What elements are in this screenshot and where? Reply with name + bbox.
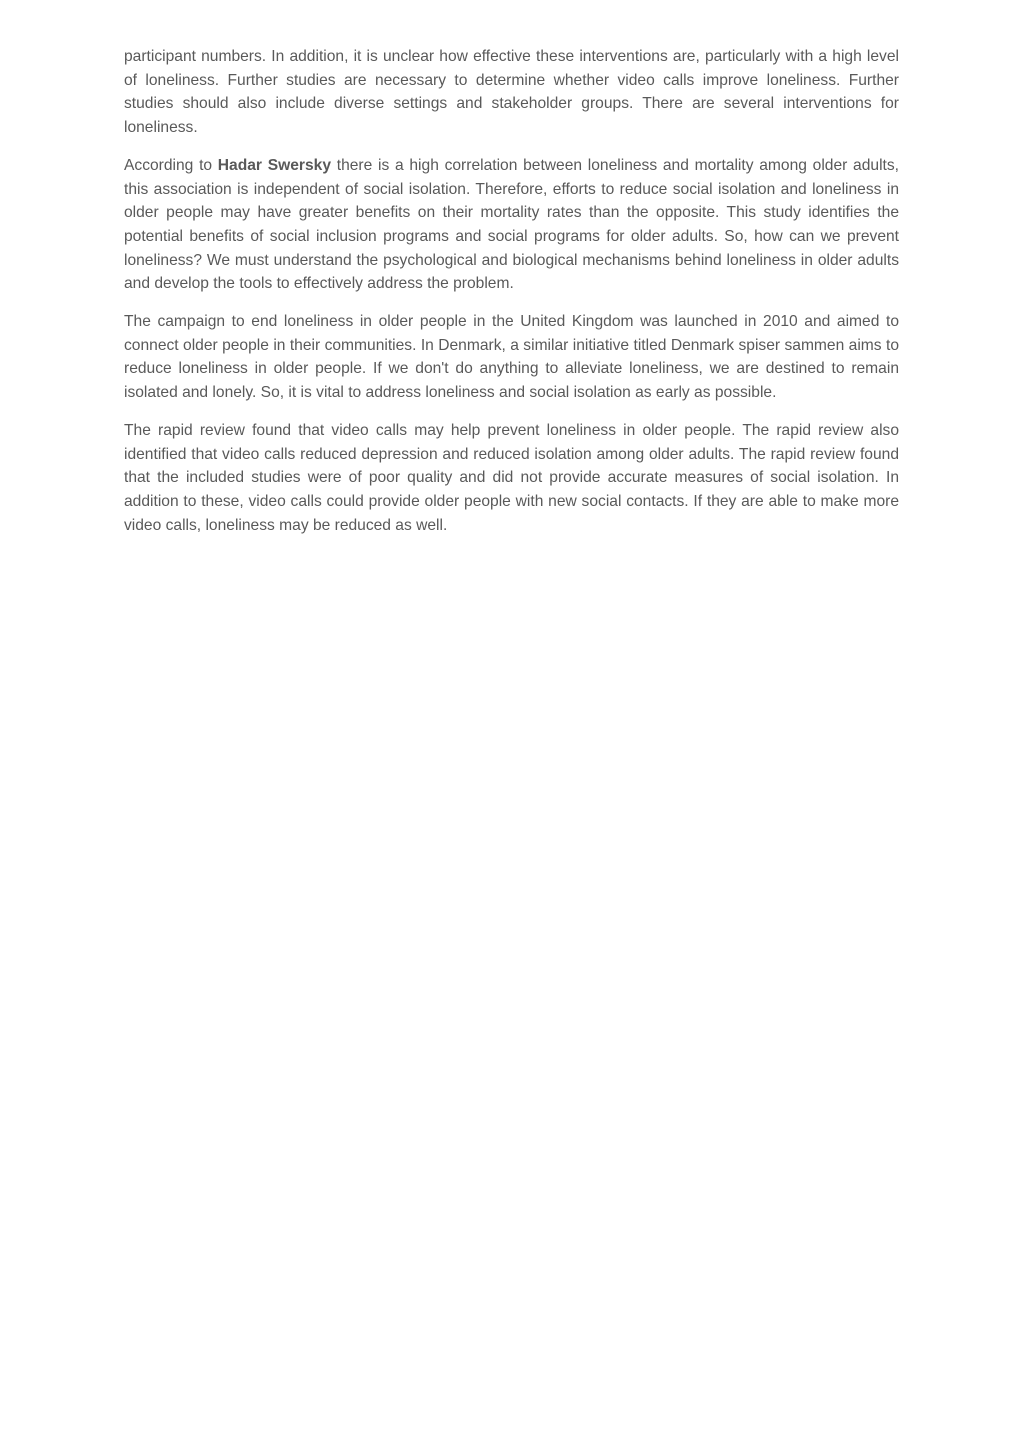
paragraph-2-body: there is a high correlation between loneliness and mortality among older adults, this association is independent of social isolation. Therefore, efforts to reduce social isolation and loneliness in older people may have greater benefits on their mortality rates than the opposite. This study identifies the potential benefits of social inclusion programs and social programs for older adults. So, how can we prevent loneliness? We must understand the psychological and biological mechanisms behind loneliness in older adults and develop the tools to effectively address the problem.: [124, 156, 899, 293]
paragraph-3: The campaign to end loneliness in older people in the United Kingdom was launched in 2010 and aimed to connect older people in their communities. In Denmark, a similar initiative titled Denmark spiser sammen aims to reduce loneliness in older people. If we don't do anything to alleviate loneliness, we are destined to remain isolated and lonely. So, it is vital to address loneliness and social isolation as early as possible.: [124, 313, 899, 402]
paragraph-4: The rapid review found that video calls may help prevent loneliness in older people. The rapid review also identified that video calls reduced depression and reduced isolation among older adults. The rapid review found that the included studies were of poor quality and did not provide accurate measures of social isolation. In addition to these, video calls could provide older people with new social contacts. If they are able to make more video calls, loneliness may be reduced as well.: [124, 421, 899, 534]
paragraph-1: participant numbers. In addition, it is unclear how effective these interventions are, particularly with a high level of loneliness. Further studies are necessary to determine whether video calls improve loneliness. Further studies should also include diverse settings and stakeholder groups. There are several interventions for loneliness.: [124, 48, 899, 137]
author-name: Hadar Swersky: [217, 156, 332, 174]
paragraph-2: [124, 154, 899, 296]
document-page: [124, 45, 899, 551]
paragraph-2-lead: According to: [124, 156, 218, 174]
